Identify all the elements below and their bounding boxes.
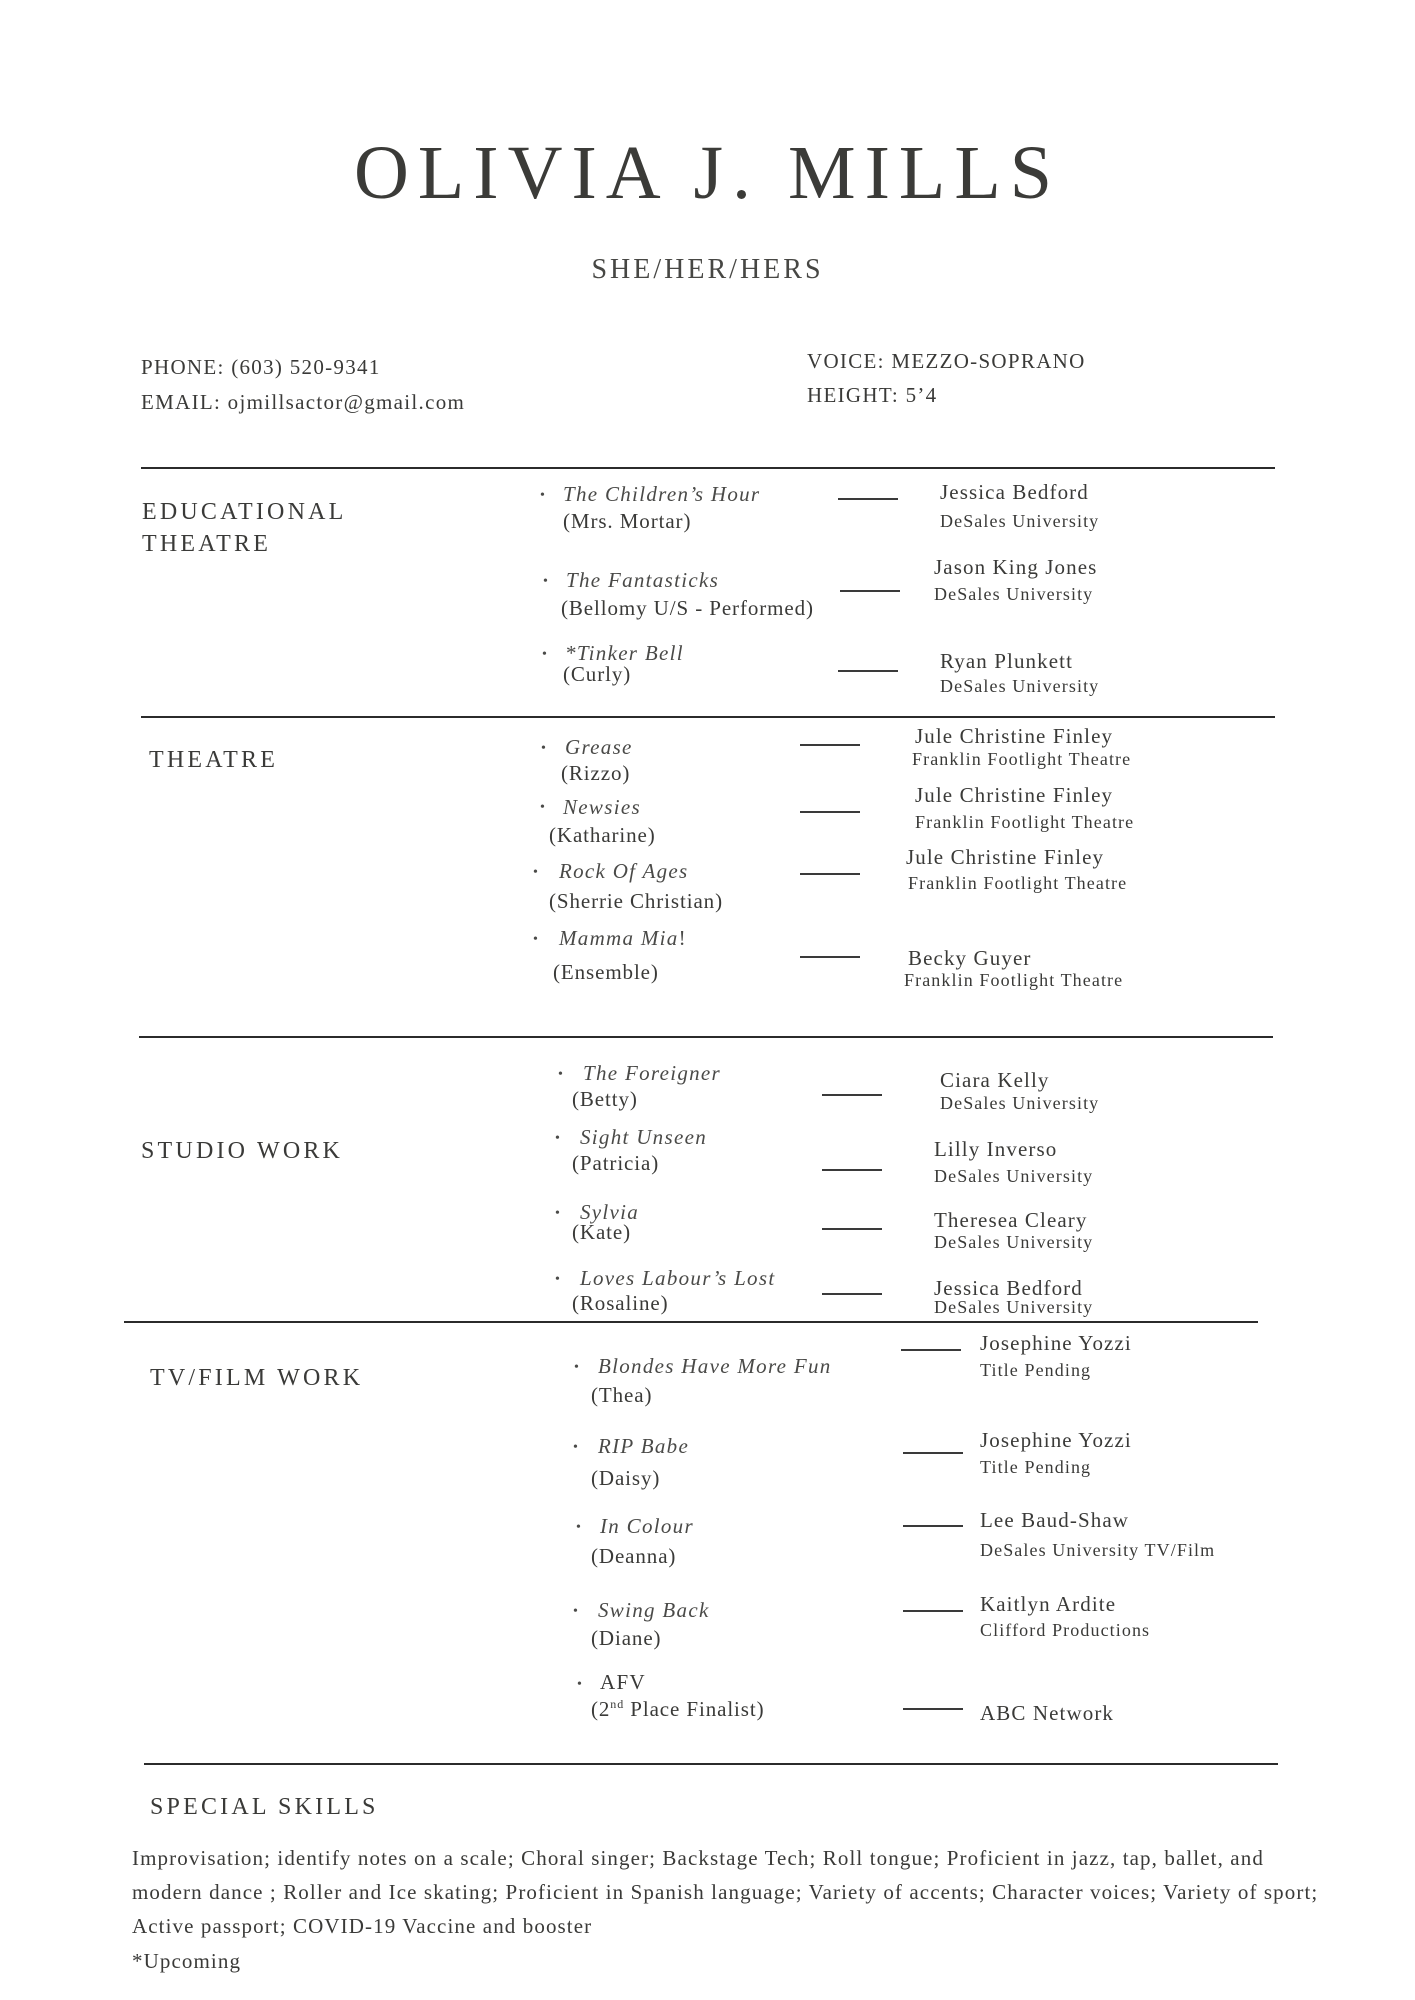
bullet-icon: • bbox=[574, 1360, 579, 1375]
director: Josephine Yozzi bbox=[980, 1331, 1132, 1355]
director: Ryan Plunkett bbox=[940, 649, 1074, 673]
production-title: Newsies bbox=[563, 795, 641, 819]
role: (Sherrie Christian) bbox=[549, 889, 723, 913]
venue: DeSales University bbox=[934, 1232, 1094, 1252]
bullet-icon: • bbox=[542, 647, 547, 662]
production-title-text: Tinker Bell bbox=[576, 641, 684, 665]
title-suffix: ! bbox=[678, 926, 687, 950]
production-title: Sight Unseen bbox=[580, 1125, 707, 1149]
divider bbox=[144, 1763, 1278, 1765]
director: Becky Guyer bbox=[908, 946, 1032, 970]
voice-type: VOICE: MEZZO-SOPRANO bbox=[807, 349, 1086, 373]
role: (Rizzo) bbox=[561, 761, 631, 785]
venue: Franklin Footlight Theatre bbox=[904, 970, 1124, 990]
dash-divider bbox=[901, 1349, 961, 1351]
bullet-icon: • bbox=[555, 1131, 560, 1146]
dash-divider bbox=[838, 670, 898, 672]
director: Ciara Kelly bbox=[940, 1068, 1050, 1092]
director: Kaitlyn Ardite bbox=[980, 1592, 1117, 1616]
bullet-icon: • bbox=[576, 1520, 581, 1535]
director: Lilly Inverso bbox=[934, 1137, 1058, 1161]
dash-divider bbox=[822, 1293, 882, 1295]
height: HEIGHT: 5’4 bbox=[807, 383, 938, 407]
dash-divider bbox=[840, 590, 900, 592]
section-heading-theatre: THEATRE bbox=[149, 747, 279, 773]
venue: Franklin Footlight Theatre bbox=[915, 812, 1135, 832]
bullet-icon: • bbox=[533, 932, 538, 947]
dash-divider bbox=[903, 1610, 963, 1612]
bullet-icon: • bbox=[540, 800, 545, 815]
role: (Patricia) bbox=[572, 1151, 660, 1175]
venue: DeSales University TV/Film bbox=[980, 1540, 1216, 1560]
production-title: Sylvia bbox=[580, 1200, 640, 1224]
bullet-icon: • bbox=[543, 574, 548, 589]
director: Lee Baud-Shaw bbox=[980, 1508, 1130, 1532]
role: (Diane) bbox=[591, 1626, 662, 1650]
production-title: Rock Of Ages bbox=[559, 859, 689, 883]
production-title: Grease bbox=[565, 735, 633, 759]
director: Jessica Bedford bbox=[934, 1276, 1083, 1300]
role: (Rosaline) bbox=[572, 1291, 669, 1315]
venue: DeSales University bbox=[940, 1093, 1100, 1113]
venue: Franklin Footlight Theatre bbox=[912, 749, 1132, 769]
role bbox=[591, 1697, 765, 1722]
dash-divider bbox=[903, 1708, 963, 1710]
dash-divider bbox=[800, 811, 860, 813]
production-title: Swing Back bbox=[598, 1598, 710, 1622]
production-title: The Children’s Hour bbox=[563, 482, 761, 506]
director: Jule Christine Finley bbox=[906, 845, 1105, 869]
role: (Kate) bbox=[572, 1220, 632, 1244]
bullet-icon: • bbox=[573, 1604, 578, 1619]
bullet-icon: • bbox=[577, 1677, 582, 1692]
director: Theresea Cleary bbox=[934, 1208, 1088, 1232]
director: Jessica Bedford bbox=[940, 480, 1089, 504]
dash-divider bbox=[800, 956, 860, 958]
venue: DeSales University bbox=[934, 1166, 1094, 1186]
venue: Clifford Productions bbox=[980, 1620, 1151, 1640]
production-title bbox=[559, 926, 687, 951]
role: (Mrs. Mortar) bbox=[563, 509, 692, 533]
production-title: The Fantasticks bbox=[566, 568, 720, 592]
divider bbox=[139, 1036, 1273, 1038]
role: (Deanna) bbox=[591, 1544, 677, 1568]
venue: DeSales University bbox=[940, 676, 1100, 696]
director: Josephine Yozzi bbox=[980, 1428, 1132, 1452]
upcoming-footnote: *Upcoming bbox=[132, 1949, 242, 1973]
divider bbox=[141, 716, 1275, 718]
section-heading-tvfilm: TV/FILM WORK bbox=[150, 1365, 364, 1391]
dash-divider bbox=[800, 873, 860, 875]
venue: DeSales University bbox=[934, 584, 1094, 604]
bullet-icon: • bbox=[558, 1067, 563, 1082]
dash-divider bbox=[822, 1169, 882, 1171]
venue: Franklin Footlight Theatre bbox=[908, 873, 1128, 893]
divider bbox=[141, 467, 1275, 469]
role: (Curly) bbox=[563, 662, 632, 686]
role: (Bellomy U/S - Performed) bbox=[561, 596, 814, 620]
director: Jule Christine Finley bbox=[915, 783, 1114, 807]
venue: Title Pending bbox=[980, 1360, 1092, 1380]
dash-divider bbox=[838, 498, 898, 500]
bullet-icon: • bbox=[573, 1440, 578, 1455]
upcoming-marker: * bbox=[565, 641, 577, 665]
production-title: The Foreigner bbox=[583, 1061, 722, 1085]
email: EMAIL: ojmillsactor@gmail.com bbox=[141, 390, 466, 414]
divider bbox=[124, 1321, 1258, 1323]
dash-divider bbox=[903, 1525, 963, 1527]
bullet-icon: • bbox=[540, 488, 545, 503]
venue: DeSales University bbox=[934, 1297, 1094, 1317]
role: (Daisy) bbox=[591, 1466, 661, 1490]
director: Jason King Jones bbox=[934, 555, 1098, 579]
production-title: Loves Labour’s Lost bbox=[580, 1266, 776, 1290]
bullet-icon: • bbox=[555, 1272, 560, 1287]
venue: Title Pending bbox=[980, 1457, 1092, 1477]
bullet-icon: • bbox=[533, 865, 538, 880]
role-text: Place Finalist) bbox=[624, 1697, 765, 1721]
dash-divider bbox=[822, 1094, 882, 1096]
production-title: AFV bbox=[600, 1670, 646, 1694]
dash-divider bbox=[903, 1452, 963, 1454]
section-heading-skills: SPECIAL SKILLS bbox=[150, 1794, 379, 1820]
director: Jule Christine Finley bbox=[915, 724, 1114, 748]
skills-text: Improvisation; identify notes on a scale; Choral singer; Backstage Tech; Roll tongue; Proficient in jazz, tap, ballet, and modern dance ; Roller and Ice skating; Proficient in Spanish language; Variety of accents; Character voices; Variety of sport; Active passport; COVID-19 Vaccine and booster bbox=[132, 1846, 1319, 1938]
venue: DeSales University bbox=[940, 511, 1100, 531]
bullet-icon: • bbox=[541, 741, 546, 756]
pronouns: SHE/HER/HERS bbox=[591, 254, 824, 285]
section-heading-educational: EDUCATIONAL bbox=[142, 499, 347, 525]
role-text: (2 bbox=[591, 1697, 611, 1721]
section-heading-educational-2: THEATRE bbox=[142, 531, 272, 557]
resume-name: OLIVIA J. MILLS bbox=[353, 131, 1062, 215]
production-title: In Colour bbox=[600, 1514, 694, 1538]
director: ABC Network bbox=[980, 1701, 1115, 1725]
section-heading-studio: STUDIO WORK bbox=[141, 1138, 344, 1164]
phone: PHONE: (603) 520-9341 bbox=[141, 355, 381, 379]
production-title: RIP Babe bbox=[598, 1434, 690, 1458]
role: (Katharine) bbox=[549, 823, 656, 847]
role: (Betty) bbox=[572, 1087, 638, 1111]
ordinal-suffix: nd bbox=[610, 1697, 625, 1711]
bullet-icon: • bbox=[555, 1206, 560, 1221]
production-title-text: Mamma Mia bbox=[559, 926, 679, 950]
dash-divider bbox=[822, 1228, 882, 1230]
role: (Thea) bbox=[591, 1383, 653, 1407]
role: (Ensemble) bbox=[553, 960, 659, 984]
production-title: Blondes Have More Fun bbox=[598, 1354, 832, 1378]
dash-divider bbox=[800, 744, 860, 746]
